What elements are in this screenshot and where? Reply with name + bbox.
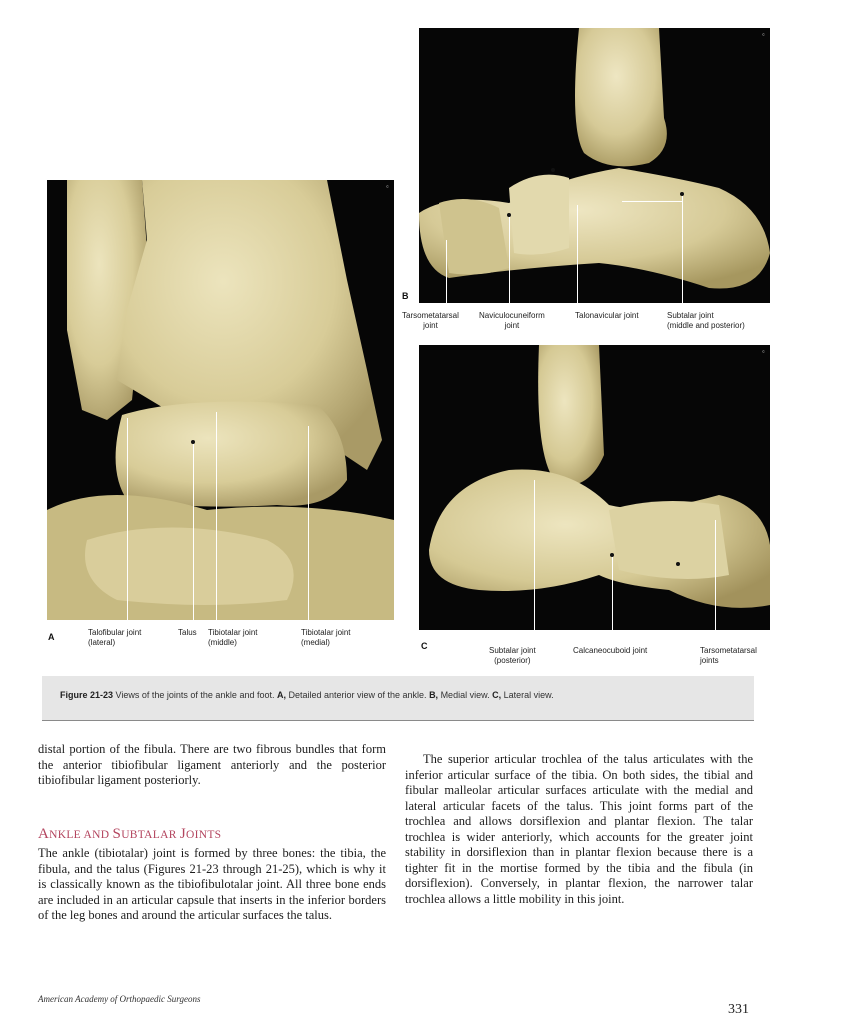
- photo-panel-a: [47, 180, 394, 620]
- heading-part-1: A: [38, 826, 50, 842]
- foot-lateral-illustration: [419, 345, 770, 630]
- marker-b-talonavicular: [551, 168, 555, 172]
- caption-figure-number: Figure 21-23: [60, 690, 114, 700]
- heading-part-6: OINTS: [186, 829, 222, 841]
- body-left-para-1: distal portion of the fibula. There are two fibrous bundles that form the anterior tibiofibular ligament anteriorly and the posterior tibiofibular ligament posteriorly.: [38, 742, 386, 787]
- foot-medial-illustration: [419, 28, 770, 303]
- caption-text-b: Medial view.: [438, 690, 493, 700]
- marker-b-subtalar: [680, 192, 684, 196]
- leader-b-subtalar: [682, 196, 683, 303]
- label-tibiotalar-middle: Tibiotalar joint (middle): [208, 628, 258, 647]
- photo-panel-c: [419, 345, 770, 630]
- leader-b-subtalar-bar: [622, 201, 682, 202]
- label-c-calcaneocuboid: Calcaneocuboid joint: [573, 646, 648, 655]
- leader-tibiotalar-medial: [308, 426, 309, 622]
- label-b-talonavicular: Talonavicular joint: [575, 311, 639, 320]
- footer-source: American Academy of Orthopaedic Surgeons: [38, 994, 201, 1004]
- marker-c-tarsometatarsal: [676, 562, 680, 566]
- body-right-para: The superior articular trochlea of the talus articulates with the inferior articular surface of the tibia. On both sides, the tibial and fibular malleolar articular surfaces articulate with the medial and lateral articular facets of the talus. This joint forms part of the trochlea and allows dorsiflexion and plantar flexion. The talar trochlea is wider anteriorly, which accounts for the greater joint stability in dorsiflexion than in plantar flexion because there is a tighter fit in the mortise formed by the tibia and the fibula (in dorsiflexion). Conversely, in plantar flexion, the narrower talar trochlea allows a little mobility in this joint.: [405, 752, 753, 906]
- photo-watermark-b: ©: [761, 32, 766, 37]
- leader-tibiotalar-middle: [216, 412, 217, 622]
- leader-talofibular: [127, 418, 128, 622]
- photo-watermark-c: ©: [761, 349, 766, 354]
- leader-b-talonavicular: [577, 205, 578, 303]
- body-left-para-2: The ankle (tibiotalar) joint is formed by three bones: the tibia, the fibula, and the talus (Figures 21-23 through 21-25), which is why it is classically known as the tibiofibulotalar joint. All three bone ends are included in an articular capsule that inserts in the inferior borders of the leg bones and around the articular surfaces the talus.: [38, 846, 386, 922]
- figure-caption-box: [42, 676, 754, 721]
- heading-part-5: J: [179, 826, 186, 842]
- leader-b-tarsometatarsal: [446, 240, 447, 303]
- label-talofibular-joint: Talofibular joint (lateral): [88, 628, 142, 647]
- panel-c-letter: C: [421, 641, 428, 651]
- caption-text-a: Detailed anterior view of the ankle.: [285, 690, 430, 700]
- caption-b: B,: [429, 690, 439, 700]
- caption-c: C,: [492, 690, 502, 700]
- label-talus: Talus: [178, 628, 197, 637]
- ankle-anterior-illustration: [47, 180, 394, 620]
- photo-panel-b: [419, 28, 770, 303]
- leader-talus: [193, 442, 194, 622]
- label-tibiotalar-medial: Tibiotalar joint (medial): [301, 628, 351, 647]
- label-c-subtalar: Subtalar joint (posterior): [489, 646, 536, 665]
- label-b-subtalar: Subtalar joint (middle and posterior): [667, 311, 745, 330]
- caption-a: A,: [276, 690, 286, 700]
- panel-b-letter: B: [402, 291, 409, 301]
- heading-part-3: S: [112, 826, 122, 842]
- figure-caption: [60, 690, 554, 700]
- label-b-naviculocuneiform: Naviculocuneiform joint: [479, 311, 545, 330]
- label-b-tarsometatarsal: Tarsometatarsal joint: [402, 311, 459, 330]
- photo-watermark: ©: [385, 184, 390, 189]
- leader-c-subtalar: [534, 480, 535, 640]
- heading-part-4: UBTALAR: [121, 829, 180, 841]
- page-number: 331: [728, 1002, 749, 1017]
- leader-c-calcaneocuboid: [612, 556, 613, 640]
- marker-b-naviculocuneiform: [507, 213, 511, 217]
- label-c-tarsometatarsal: Tarsometatarsal joints: [700, 646, 757, 665]
- leader-c-tarsometatarsal: [715, 520, 716, 640]
- marker-c-calcaneocuboid: [610, 553, 614, 557]
- marker-talus: [191, 440, 195, 444]
- panel-a-letter: A: [48, 632, 55, 642]
- leader-b-naviculocuneiform: [509, 215, 510, 303]
- section-heading: [38, 826, 221, 843]
- heading-part-2: NKLE AND: [49, 829, 113, 841]
- caption-text: Views of the joints of the ankle and foot.: [113, 690, 277, 700]
- caption-text-c: Lateral view.: [501, 690, 554, 700]
